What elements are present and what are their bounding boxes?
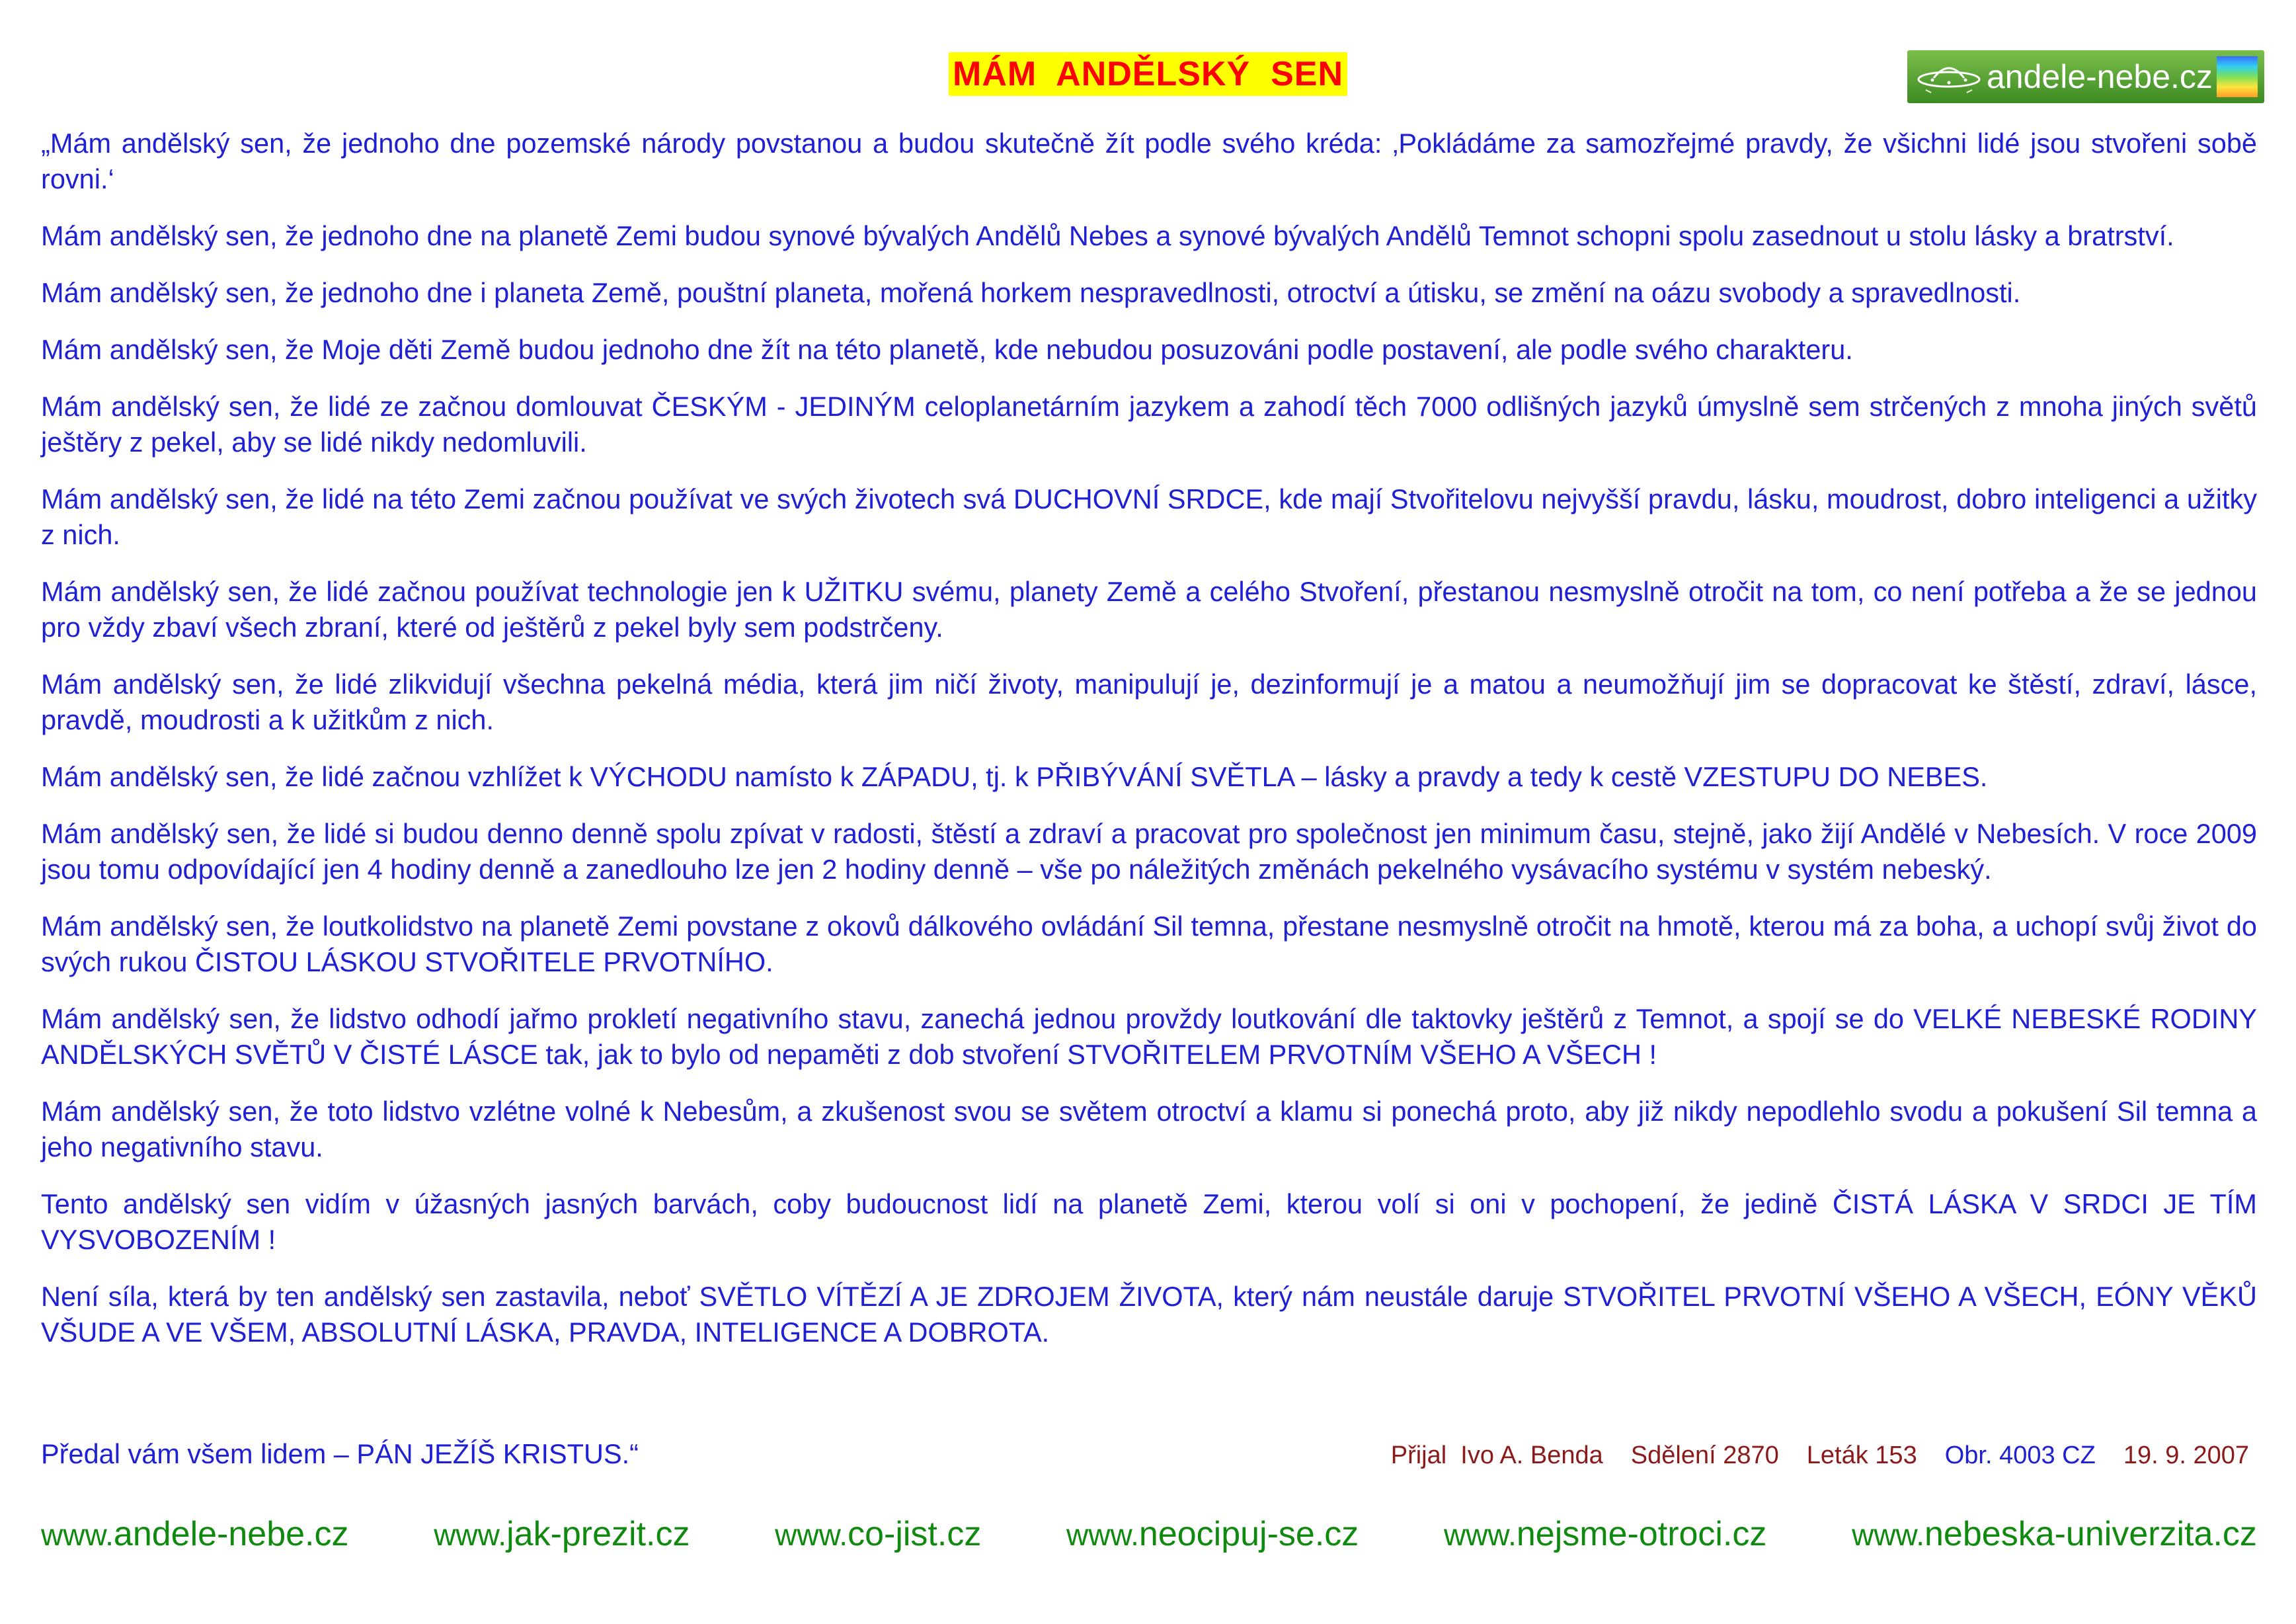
paragraph: Mám andělský sen, že toto lidstvo vzlétne volné k Nebesům, a zkušenost svou se světem otroctví a klamu si ponechá proto, aby již nikdy nepodlehlo svodu a pokušení Sil temna a jeho negativního stavu.: [41, 1096, 2257, 1162]
paragraph: Není síla, která by ten andělský sen zastavila, neboť SVĚTLO VÍTĚZÍ A JE ZDROJEM ŽIVOTA, který nám neustále daruje STVOŘITEL PRVOTNÍ VŠEHO A VŠECH, EÓNY VĚKŮ VŠUDE A VE VŠEM, ABSOLUTNÍ LÁSKA, PRAVDA, INTELIGENCE A DOBROTA.: [41, 1281, 2257, 1348]
paragraph: Mám andělský sen, že lidé si budou denno denně spolu zpívat v radosti, štěstí a zdraví a pracovat pro společnost jen minimum času, stejně, jako žijí Andělé v Nebesích. V roce 2009 jsou tomu odpovídající jen 4 hodiny denně a zanedlouho lze jen 2 hodiny denně – vše po náležitých změnách pekelného vysávacího systému v systém nebeský.: [41, 818, 2257, 885]
footer-link[interactable]: www.neocipuj-se.cz: [1066, 1515, 1359, 1553]
footer-link[interactable]: www.co-jist.cz: [775, 1515, 982, 1553]
paragraph: Mám andělský sen, že lidé na této Zemi začnou používat ve svých životech svá DUCHOVNÍ SRDCE, kde mají Stvořitelovu nejvyšší pravdu, lásku, moudrost, dobro inteligenci a užitky z nich.: [41, 483, 2257, 550]
paragraph: Mám andělský sen, že jednoho dne i planeta Země, pouštní planeta, mořená horkem nespravedlnosti, otroctví a útisku, se změní na oázu svobody a spravedlnosti.: [41, 277, 2021, 308]
ufo-icon: [1913, 53, 1985, 101]
message-meta: [1391, 1438, 2249, 1473]
rainbow-square-icon: [2217, 56, 2258, 97]
paragraph: „Mám andělský sen, že jednoho dne pozemské národy povstanou a budou skutečně žít podle svého kréda: ‚Pokládáme za samozřejmé pravdy, že všichni lidé jsou stvořeni sobě rovni.‘: [41, 128, 2257, 194]
message-body: [41, 126, 2257, 1371]
received-by: Přijal Ivo A. Benda: [1390, 1441, 1603, 1469]
paragraph: Mám andělský sen, že lidé zlikvidují všechna pekelná média, která jim ničí životy, manipulují je, dezinformují je a matou a neumožňují jim se dopracovat ke štěstí, zdraví, lásce, pravdě, moudrosti a k užitkům z nich.: [41, 669, 2257, 735]
signature-line: [41, 1436, 2257, 1476]
paragraph: Mám andělský sen, že lidé ze začnou domlouvat ČESKÝM - JEDINÝM celoplanetárním jazykem a zahodí těch 7000 odlišných jazyků úmyslně sem strčených z mnoha jiných světů ještěry z pekel, aby se lidé nikdy nedomluvili.: [41, 391, 2257, 458]
image-number: Obr. 4003 CZ: [1944, 1441, 2096, 1469]
footer-links: [41, 1514, 2257, 1554]
paragraph: Tento andělský sen vidím v úžasných jasných barvách, coby budoucnost lidí na planetě Zemi, kterou volí si oni v pochopení, že jedině ČISTÁ LÁSKA V SRDCI JE TÍM VYSVOBOZENÍM !: [41, 1188, 2257, 1255]
page-title: MÁM ANDĚLSKÝ SEN: [949, 52, 1347, 96]
paragraph: Mám andělský sen, že lidé začnou vzhlížet k VÝCHODU namísto k ZÁPADU, tj. k PŘIBÝVÁNÍ SVĚTLA – lásky a pravdy a tedy k cestě VZESTUPU DO NEBES.: [41, 761, 1988, 792]
paragraph: Mám andělský sen, že lidstvo odhodí jařmo prokletí negativního stavu, zanechá jednou provždy loutkování dle taktovky ještěrů z Temnot, a spojí se do VELKÉ NEBESKÉ RODINY ANDĚLSKÝCH SVĚTŮ V ČISTÉ LÁSCE tak, jak to bylo od nepaměti z dob stvoření STVOŘITELEM PRVOTNÍM VŠEHO A VŠECH !: [41, 1003, 2257, 1070]
logo-text: andele-nebe.cz: [1987, 58, 2213, 95]
footer-link[interactable]: www.nebeska-univerzita.cz: [1852, 1515, 2257, 1553]
site-logo[interactable]: [1907, 50, 2264, 103]
paragraph: Mám andělský sen, že Moje děti Země budou jednoho dne žít na této planetě, kde nebudou posuzováni podle postavení, ale podle svého charakteru.: [41, 334, 1853, 365]
paragraph: Mám andělský sen, že loutkolidstvo na planetě Zemi povstane z okovů dálkového ovládání Sil temna, přestane nesmyslně otročit na hmotě, kterou má za boha, a uchopí svůj život do svých rukou ČISTOU LÁSKOU STVOŘITELE PRVOTNÍHO.: [41, 911, 2257, 977]
message-date: 19. 9. 2007: [2123, 1441, 2249, 1469]
message-number: Sdělení 2870: [1630, 1441, 1779, 1469]
leaflet-number: Leták 153: [1806, 1441, 1917, 1469]
footer-link[interactable]: www.nejsme-otroci.cz: [1443, 1515, 1767, 1553]
paragraph: Mám andělský sen, že jednoho dne na planetě Zemi budou synové bývalých Andělů Nebes a synové bývalých Andělů Temnot schopni spolu zasednout u stolu lásky a bratrství.: [41, 220, 2174, 251]
paragraph: Mám andělský sen, že lidé začnou používat technologie jen k UŽITKU svému, planety Země a celého Stvoření, přestanou nesmyslně otročit na tom, co není potřeba a že se jednou pro vždy zbaví všech zbraní, které od ještěrů z pekel byly sem podstrčeny.: [41, 576, 2257, 643]
footer-link[interactable]: www.jak-prezit.cz: [434, 1515, 690, 1553]
closing-line: Předal vám všem lidem – PÁN JEŽÍŠ KRISTUS.“: [41, 1438, 639, 1469]
footer-link[interactable]: www.andele-nebe.cz: [41, 1515, 349, 1553]
